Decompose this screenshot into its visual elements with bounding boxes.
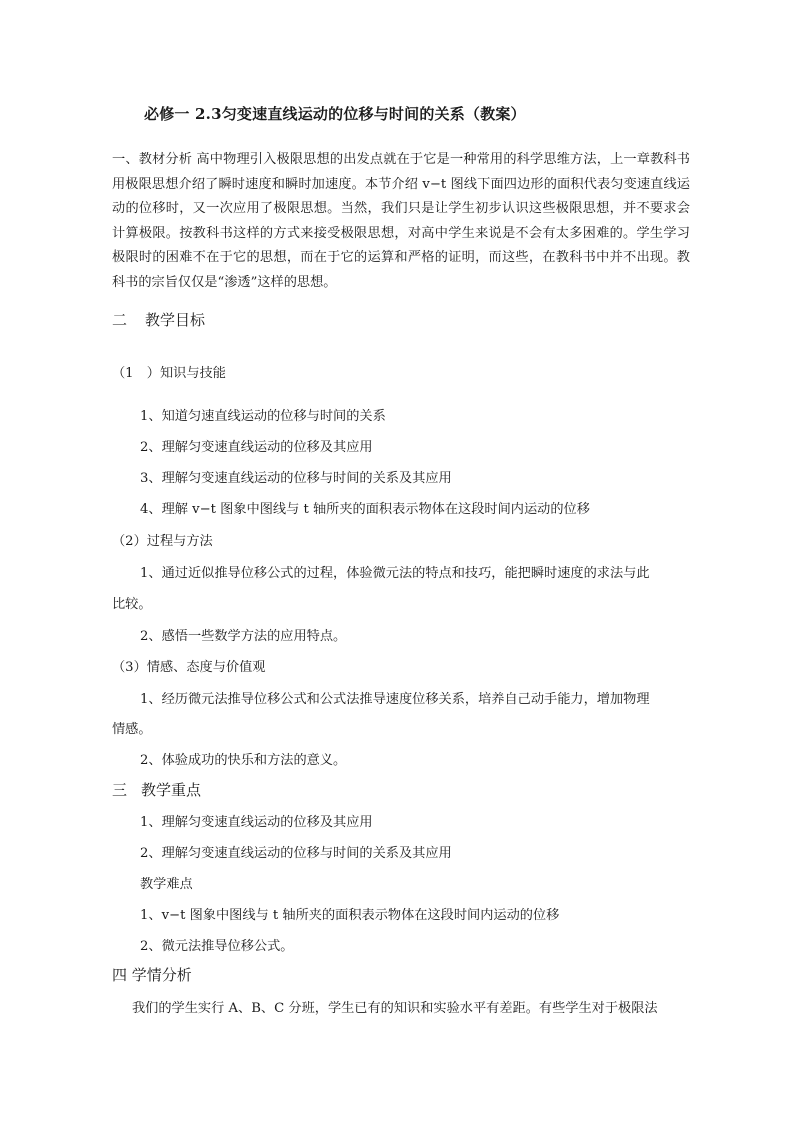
list-item: 4、理解 v−t 图象中图线与 t 轴所夹的面积表示物体在这段时间内运动的位移 — [140, 502, 590, 517]
difficulty-label: 教学难点 — [140, 877, 193, 892]
list-item: 1、v−t 图象中图线与 t 轴所夹的面积表示物体在这段时间内运动的位移 — [140, 908, 560, 923]
subsection-knowledge-skills: （1 ）知识与技能 — [112, 366, 226, 381]
list-item: 3、理解匀变速直线运动的位移与时间的关系及其应用 — [140, 471, 452, 486]
section2-number: 二 — [112, 311, 128, 329]
section1-paragraph: 一、教材分析 高中物理引入极限思想的出发点就在于它是一种常用的科学思维方法，上一章教科书用极限思想介绍了瞬时速度和瞬时加速度。本节介绍 v−t 图线下面四边形的面积代表匀变速直线运动的位移时，又一次应用了极限思想。当然，我们只是让学生初步认识这些极限思想，并不要求会计算极限。按教科书这样的方式来接受极限思想，对高中学生来说是不会有太多困难的。学生学习极限时的困难不在于它的思想，而在于它的运算和严格的证明，而这些，在教科书中并不出现。教科书的宗旨仅仅是“渗透”这样的思想。 — [112, 152, 690, 290]
list-item: 2、感悟一些数学方法的应用特点。 — [140, 629, 347, 644]
section3-title: 教学重点 — [141, 781, 202, 799]
document-title: 必修一 2.3匀变速直线运动的位移与时间的关系（教案） — [144, 105, 526, 123]
section4-heading: 四 学情分析 — [112, 966, 192, 984]
list-item: 1、知道匀速直线运动的位移与时间的关系 — [140, 409, 386, 424]
list-item: 1、经历微元法推导位移公式和公式法推导速度位移关系，培养自己动手能力，增加物理 — [140, 692, 650, 707]
list-item: 2、体验成功的快乐和方法的意义。 — [140, 753, 347, 768]
list-item: 2、理解匀变速直线运动的位移与时间的关系及其应用 — [140, 846, 452, 861]
section2-title: 教学目标 — [145, 311, 206, 329]
list-item-continuation: 情感。 — [112, 722, 152, 737]
section2-heading — [112, 309, 205, 330]
subsection-emotion-values: （3）情感、态度与价值观 — [112, 660, 266, 675]
section3-heading — [112, 779, 201, 800]
list-item: 1、理解匀变速直线运动的位移及其应用 — [140, 815, 373, 830]
section4-paragraph: 我们的学生实行 A、B、C 分班，学生已有的知识和实验水平有差距。有些学生对于极限法 — [132, 1001, 658, 1016]
list-item: 1、通过近似推导位移公式的过程，体验微元法的特点和技巧，能把瞬时速度的求法与此 — [140, 566, 650, 581]
list-item: 2、理解匀变速直线运动的位移及其应用 — [140, 440, 373, 455]
section3-number: 三 — [112, 781, 128, 799]
list-item-continuation: 比较。 — [112, 597, 152, 612]
list-item: 2、微元法推导位移公式。 — [140, 939, 294, 954]
subsection-process-method: （2）过程与方法 — [112, 534, 213, 549]
